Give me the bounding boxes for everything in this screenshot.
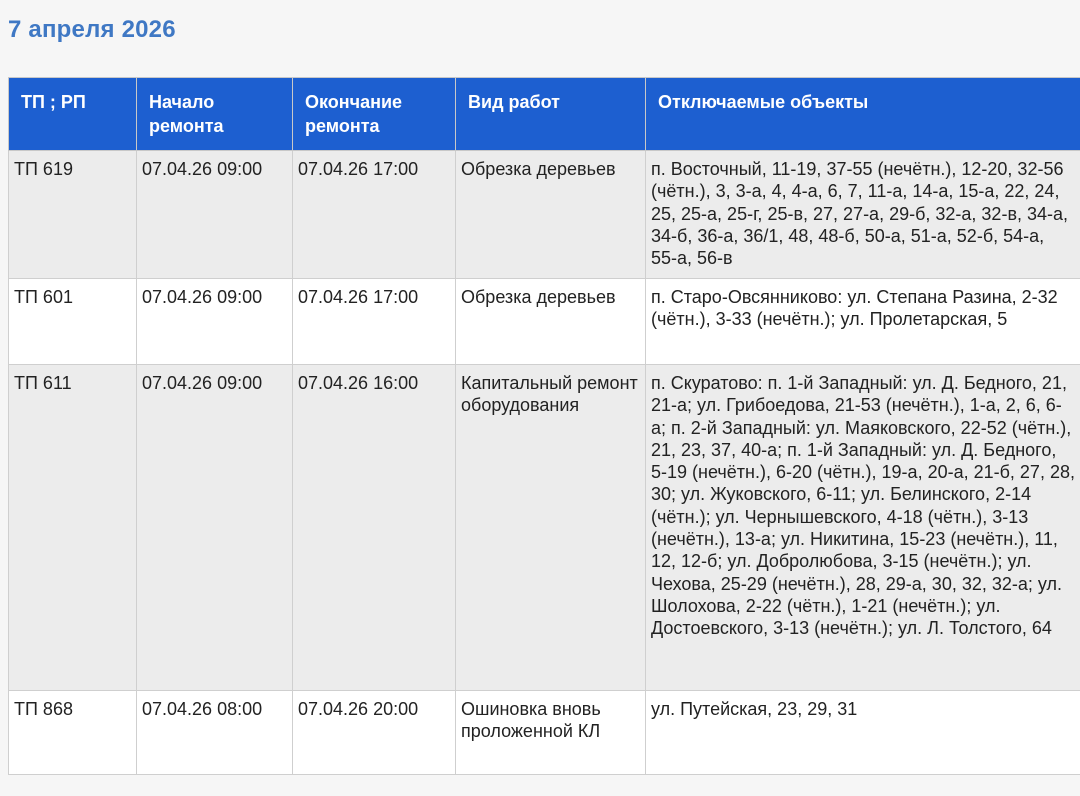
cell-objects: п. Скуратово: п. 1-й Западный: ул. Д. Бедного, 21, 21-а; ул. Грибоедова, 21-53 (нечётн.), 1-а, 2, 6, 6-а; п. 2-й Западный: ул. Маяковского, 22-52 (чётн.), 21, 23, 37, 40-а; п. 1-й Западный: ул. Д. Бедного, 5-19 (нечётн.), 6-20 (чётн.), 19-а, 20-а, 21-б, 27, 28, 30; ул. Жуковского, 6-11; ул. Белинского, 2-14 (чётн.); ул. Чернышевского, 4-18 (чётн.), 3-13 (нечётн.), 13-а; ул. Никитина, 15-23 (нечётн.), 11, 12, 12-б; ул. Добролюбова, 3-15 (нечётн.); ул. Чехова, 25-29 (нечётн.), 28, 29-а, 30, 32, 32-а; ул. Шолохова, 2-22 (чётн.), 1-21 (нечётн.); ул. Достоевского, 3-13 (нечётн.); ул. Л. Толстого, 64 (646, 365, 1080, 691)
table-row (9, 365, 1080, 691)
cell-end: 07.04.26 16:00 (293, 365, 456, 691)
cell-end: 07.04.26 17:00 (293, 279, 456, 365)
cell-tp: ТП 868 (9, 691, 137, 775)
column-header-end: Окончание ремонта (293, 78, 456, 151)
cell-start: 07.04.26 09:00 (137, 365, 293, 691)
cell-tp: ТП 619 (9, 151, 137, 279)
cell-tp: ТП 611 (9, 365, 137, 691)
cell-objects: ул. Путейская, 23, 29, 31 (646, 691, 1080, 775)
cell-work-type: Обрезка деревьев (456, 151, 646, 279)
cell-start: 07.04.26 08:00 (137, 691, 293, 775)
cell-work-type: Обрезка деревьев (456, 279, 646, 365)
table-header-row (9, 78, 1080, 151)
cell-objects: п. Старо-Овсянниково: ул. Степана Разина, 2-32 (чётн.), 3-33 (нечётн.); ул. Пролетарская, 5 (646, 279, 1080, 365)
table-row (9, 151, 1080, 279)
table-row (9, 279, 1080, 365)
column-header-tp: ТП ; РП (9, 78, 137, 151)
column-header-start: Начало ремонта (137, 78, 293, 151)
table-row (9, 691, 1080, 775)
cell-end: 07.04.26 17:00 (293, 151, 456, 279)
outage-table (8, 77, 1080, 775)
column-header-objects: Отключаемые объекты (646, 78, 1080, 151)
cell-start: 07.04.26 09:00 (137, 151, 293, 279)
cell-end: 07.04.26 20:00 (293, 691, 456, 775)
cell-objects: п. Восточный, 11-19, 37-55 (нечётн.), 12-20, 32-56 (чётн.), 3, 3-а, 4, 4-а, 6, 7, 11-а, 14-а, 15-а, 22, 24, 25, 25-а, 25-г, 25-в, 27, 27-а, 29-б, 32-а, 32-в, 34-а, 34-б, 36-а, 36/1, 48, 48-б, 50-а, 51-а, 52-б, 54-а, 55-а, 56-в (646, 151, 1080, 279)
column-header-work-type: Вид работ (456, 78, 646, 151)
cell-work-type: Капитальный ремонт оборудования (456, 365, 646, 691)
cell-start: 07.04.26 09:00 (137, 279, 293, 365)
cell-tp: ТП 601 (9, 279, 137, 365)
page-title: 7 апреля 2026 (8, 16, 176, 43)
cell-work-type: Ошиновка вновь проложенной КЛ (456, 691, 646, 775)
